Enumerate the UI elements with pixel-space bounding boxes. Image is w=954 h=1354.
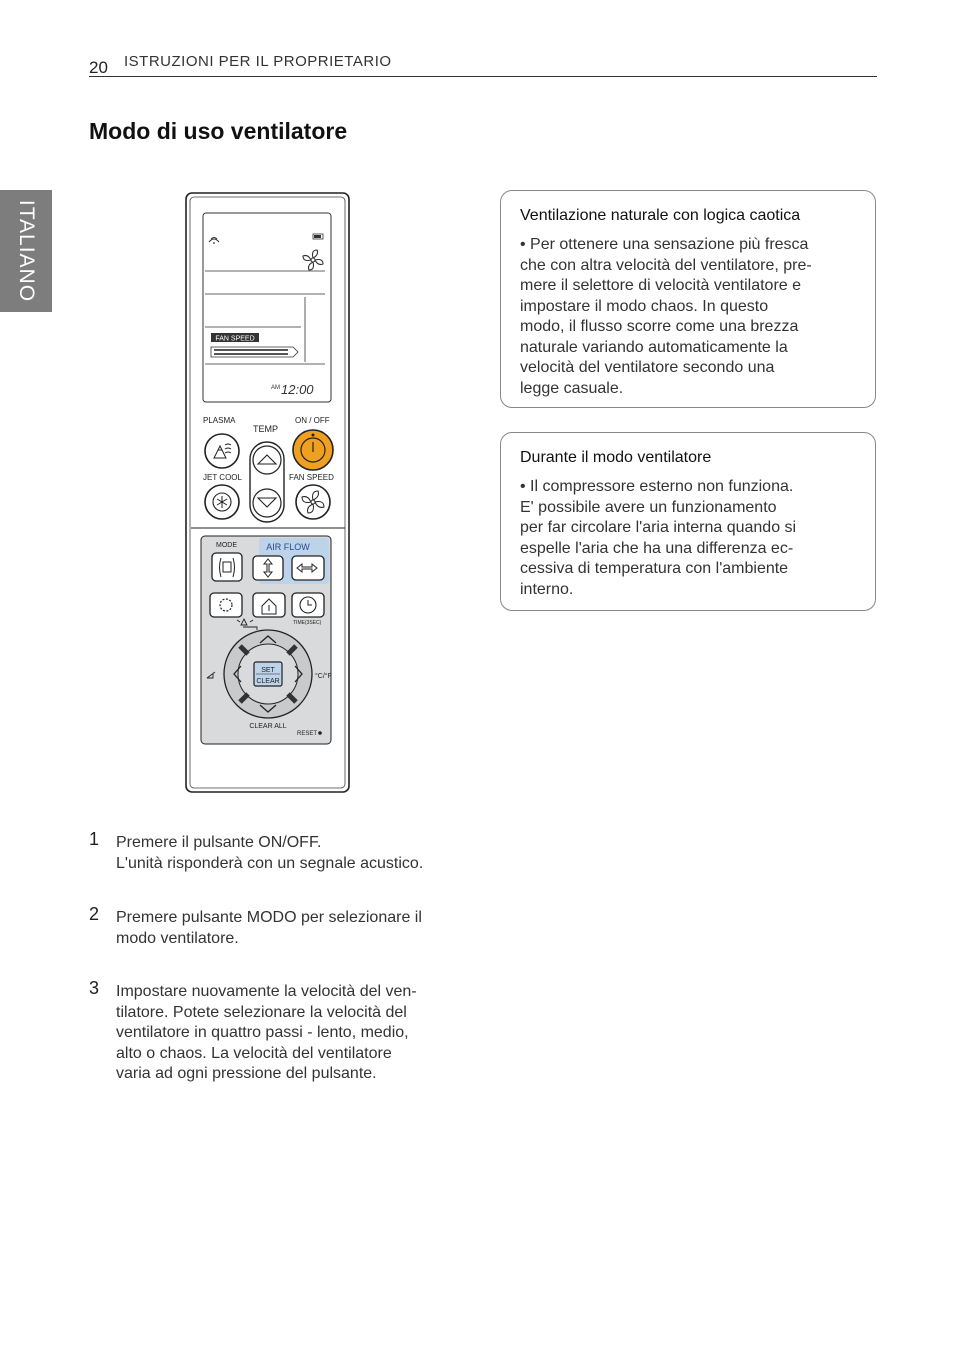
on-off-button [293, 430, 333, 470]
step-text: Premere pulsante MODO per selezionare il modo ventilatore. [116, 909, 422, 947]
info-box-title: Ventilazione naturale con logica caotica [520, 207, 801, 224]
celsius-fahrenheit-label: °C/°F [315, 673, 332, 680]
step-number: 2 [89, 904, 100, 924]
clear-all-label: CLEAR ALL [249, 723, 287, 730]
set-label: SET [261, 667, 275, 674]
step-number: 3 [89, 978, 100, 998]
settings-button [210, 593, 242, 617]
plasma-label: PLASMA [203, 416, 236, 425]
step-text: Impostare nuovamente la velocità del ven- tilatore. Potete selezionare la velocità del ventilatore in quattro passi - lento, medio, alto o chaos. La velocità del ventilatore varia ad ogni pressione del pulsante. [116, 983, 417, 1082]
page-title: Modo di uso ventilatore [89, 118, 348, 144]
fan-speed-label: FAN SPEED [289, 473, 334, 482]
display-time-prefix: AM [271, 385, 280, 391]
info-box-body: • Il compressore esterno non funziona. E' possibile avere un funzionamento per far circolare l'aria interna quando si espelle l'aria che ha una differenza ec- cessiva di temperatura con l'ambiente interno. [520, 478, 797, 598]
on-off-label: ON / OFF [295, 416, 330, 425]
step-text: Premere il pulsante ON/OFF. L'unità risponderà con un segnale acustico. [116, 834, 424, 872]
page-number: 20 [89, 58, 108, 77]
mode-button [212, 553, 242, 581]
navigation-pad [224, 630, 312, 718]
step-number: 1 [89, 829, 100, 849]
temp-label: TEMP [253, 424, 279, 434]
air-flow-label: AIR FLOW [266, 542, 310, 552]
reset-label: RESET [297, 731, 318, 737]
remote-display [203, 213, 331, 402]
reset-hole [318, 731, 322, 735]
time-3sec-label: TIME(3SEC) [293, 620, 322, 626]
fan-speed-button [296, 485, 330, 519]
plasma-button [205, 434, 239, 468]
clear-label: CLEAR [256, 678, 280, 685]
remote-control-illustration [185, 192, 351, 794]
language-tab-label: ITALIANO [15, 199, 38, 303]
page-header [89, 52, 877, 77]
jet-cool-label: JET COOL [203, 473, 242, 482]
info-box-body: • Per ottenere una sensazione più fresca che con altra velocità del ventilatore, pre- mere il selettore di velocità ventilatore e impostare il modo chaos. In questo modo, il flusso scorre come una brezza naturale variando automaticamente la velocità del ventilatore secondo una legge casuale. [520, 236, 812, 397]
running-head: ISTRUZIONI PER IL PROPRIETARIO [124, 53, 392, 70]
info-box-fan-mode [500, 432, 876, 611]
language-tab [0, 190, 52, 312]
temp-rocker [250, 442, 284, 522]
info-box-title: Durante il modo ventilatore [520, 449, 712, 466]
display-time: 12:00 [281, 382, 314, 397]
info-box-natural-wind [500, 190, 876, 408]
display-mode-label: FAN SPEED [215, 335, 255, 343]
mode-label: MODE [216, 542, 237, 549]
jet-cool-button [205, 485, 239, 519]
